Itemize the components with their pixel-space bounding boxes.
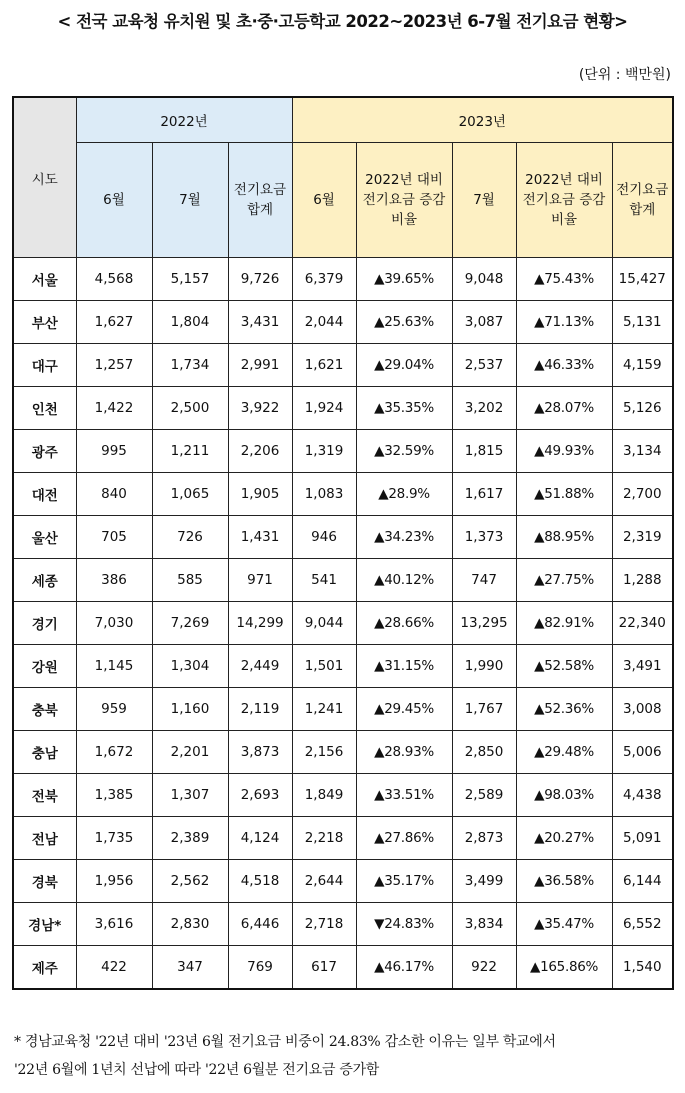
- table-cell-2023-jun-rate: ▲32.59%: [356, 430, 452, 473]
- table-cell-2023-total: 5,126: [612, 387, 673, 430]
- table-cell-region: 충북: [13, 688, 76, 731]
- table-row: [13, 430, 673, 473]
- table-cell-2022-total: 4,518: [228, 860, 292, 903]
- page-title: < 전국 교육청 유치원 및 초·중·고등학교 2022~2023년 6-7월 전기요금 현황>: [57, 12, 628, 31]
- table-cell-2023-jul: 2,850: [452, 731, 516, 774]
- table-row: [13, 731, 673, 774]
- table-cell-2023-total: 22,340: [612, 602, 673, 645]
- table-cell-2023-jun: 1,849: [292, 774, 356, 817]
- table-cell-2022-jul: 1,160: [152, 688, 228, 731]
- table-row: [13, 903, 673, 946]
- table-cell-2023-jun-rate: ▲28.93%: [356, 731, 452, 774]
- table-cell-2022-total: 3,431: [228, 301, 292, 344]
- table-cell-region: 전북: [13, 774, 76, 817]
- table-cell-2023-total: 3,008: [612, 688, 673, 731]
- table-cell-2022-jun: 1,735: [76, 817, 152, 860]
- table-cell-2022-jul: 7,269: [152, 602, 228, 645]
- table-cell-2022-total: 1,431: [228, 516, 292, 559]
- table-cell-2023-jul: 3,499: [452, 860, 516, 903]
- header-2023-jun: 6월: [292, 143, 356, 258]
- table-cell-2023-jul: 9,048: [452, 258, 516, 301]
- table-cell-2023-jun: 1,083: [292, 473, 356, 516]
- table-row: [13, 559, 673, 602]
- table-cell-region: 전남: [13, 817, 76, 860]
- table-cell-2023-jul-rate: ▲49.93%: [516, 430, 612, 473]
- header-2022-jun: 6월: [76, 143, 152, 258]
- table-cell-2022-jun: 1,422: [76, 387, 152, 430]
- table-cell-2023-jun-rate: ▲29.45%: [356, 688, 452, 731]
- table-cell-2022-jun: 7,030: [76, 602, 152, 645]
- electricity-table: [12, 96, 674, 990]
- table-cell-2023-jul: 1,815: [452, 430, 516, 473]
- table-cell-region: 서울: [13, 258, 76, 301]
- table-cell-2022-jun: 386: [76, 559, 152, 602]
- table-cell-2023-total: 15,427: [612, 258, 673, 301]
- table-cell-2023-jun: 946: [292, 516, 356, 559]
- table-cell-2023-total: 4,159: [612, 344, 673, 387]
- table-cell-2022-jul: 1,211: [152, 430, 228, 473]
- table-cell-2023-total: 4,438: [612, 774, 673, 817]
- header-sido: 시도: [13, 97, 76, 258]
- table-cell-region: 대구: [13, 344, 76, 387]
- table-cell-2023-jun-rate: ▲35.35%: [356, 387, 452, 430]
- table-cell-2023-jul-rate: ▲88.95%: [516, 516, 612, 559]
- table-cell-2022-jul: 1,304: [152, 645, 228, 688]
- table-row: [13, 817, 673, 860]
- table-cell-2023-jul-rate: ▲36.58%: [516, 860, 612, 903]
- table-row: [13, 473, 673, 516]
- footnote: [14, 1028, 674, 1084]
- table-cell-region: 광주: [13, 430, 76, 473]
- table-cell-2023-total: 2,700: [612, 473, 673, 516]
- table-cell-2023-total: 5,006: [612, 731, 673, 774]
- footnote-line-1: * 경남교육청 '22년 대비 '23년 6월 전기요금 비중이 24.83% 감소한 이유는 일부 학교에서: [14, 1034, 556, 1050]
- header-2023-jul: 7월: [452, 143, 516, 258]
- table-cell-2022-jun: 1,956: [76, 860, 152, 903]
- table-cell-region: 경북: [13, 860, 76, 903]
- table-row: [13, 645, 673, 688]
- table-cell-2022-jun: 1,257: [76, 344, 152, 387]
- table-cell-2023-total: 3,491: [612, 645, 673, 688]
- table-cell-region: 세종: [13, 559, 76, 602]
- table-cell-2023-jun-rate: ▲33.51%: [356, 774, 452, 817]
- header-2022-jul: 7월: [152, 143, 228, 258]
- table-cell-2023-jul: 2,589: [452, 774, 516, 817]
- table-cell-2023-total: 6,144: [612, 860, 673, 903]
- table-row: [13, 301, 673, 344]
- table-cell-2023-jun: 2,218: [292, 817, 356, 860]
- table-cell-2023-jun: 1,924: [292, 387, 356, 430]
- table-cell-2022-jun: 840: [76, 473, 152, 516]
- table-cell-region: 경남*: [13, 903, 76, 946]
- table-cell-2023-jul: 2,537: [452, 344, 516, 387]
- table-row: [13, 258, 673, 301]
- table-cell-2023-jun-rate: ▲35.17%: [356, 860, 452, 903]
- table-cell-2022-jul: 2,201: [152, 731, 228, 774]
- table-cell-2022-jul: 347: [152, 946, 228, 990]
- table-cell-2023-jun: 9,044: [292, 602, 356, 645]
- table-cell-2022-total: 9,726: [228, 258, 292, 301]
- table-cell-2023-jun: 1,319: [292, 430, 356, 473]
- table-cell-2023-jun: 2,644: [292, 860, 356, 903]
- table-cell-region: 경기: [13, 602, 76, 645]
- header-2023-jun-rate: 2022년 대비 전기요금 증감비율: [356, 143, 452, 258]
- table-row: [13, 688, 673, 731]
- table-cell-region: 강원: [13, 645, 76, 688]
- table-cell-2023-jun: 1,501: [292, 645, 356, 688]
- table-cell-2022-total: 14,299: [228, 602, 292, 645]
- header-2022: 2022년: [76, 97, 292, 143]
- table-cell-2022-jul: 2,562: [152, 860, 228, 903]
- table-cell-2022-total: 2,991: [228, 344, 292, 387]
- table-cell-2022-total: 2,119: [228, 688, 292, 731]
- table-cell-2023-jun: 1,241: [292, 688, 356, 731]
- table-row: [13, 946, 673, 990]
- table-cell-2022-total: 2,693: [228, 774, 292, 817]
- table-cell-2023-jun: 1,621: [292, 344, 356, 387]
- table-cell-2023-jun: 6,379: [292, 258, 356, 301]
- table-cell-2022-jun: 705: [76, 516, 152, 559]
- table-cell-2023-jul: 922: [452, 946, 516, 990]
- footnote-line-2: '22년 6월에 1년치 선납에 따라 '22년 6월분 전기요금 증가함: [14, 1062, 380, 1078]
- table-cell-2023-jul-rate: ▲165.86%: [516, 946, 612, 990]
- table-cell-region: 충남: [13, 731, 76, 774]
- table-cell-2023-jun-rate: ▼24.83%: [356, 903, 452, 946]
- table-cell-2023-jul-rate: ▲71.13%: [516, 301, 612, 344]
- table-cell-2022-jun: 4,568: [76, 258, 152, 301]
- table-cell-2022-total: 6,446: [228, 903, 292, 946]
- table-cell-2023-jun-rate: ▲39.65%: [356, 258, 452, 301]
- table-cell-2022-jun: 3,616: [76, 903, 152, 946]
- table-cell-2022-jul: 2,389: [152, 817, 228, 860]
- table-row: [13, 860, 673, 903]
- table-cell-2022-jun: 1,145: [76, 645, 152, 688]
- table-cell-2023-jun-rate: ▲40.12%: [356, 559, 452, 602]
- table-row: [13, 774, 673, 817]
- table-body: [13, 258, 673, 990]
- table-cell-2022-jul: 1,804: [152, 301, 228, 344]
- table-cell-2023-jul-rate: ▲20.27%: [516, 817, 612, 860]
- table-cell-2023-jun-rate: ▲46.17%: [356, 946, 452, 990]
- header-2022-total: 전기요금 합계: [228, 143, 292, 258]
- table-cell-2023-jul: 747: [452, 559, 516, 602]
- table-cell-2023-jul: 3,834: [452, 903, 516, 946]
- table-cell-2023-jul-rate: ▲27.75%: [516, 559, 612, 602]
- header-2023-total: 전기요금 합계: [612, 143, 673, 258]
- table-cell-2023-jul: 3,087: [452, 301, 516, 344]
- table-cell-2022-total: 3,922: [228, 387, 292, 430]
- table-cell-region: 부산: [13, 301, 76, 344]
- table-cell-2022-jun: 1,627: [76, 301, 152, 344]
- table-cell-2023-jul: 1,990: [452, 645, 516, 688]
- table-cell-2023-jul-rate: ▲51.88%: [516, 473, 612, 516]
- table-row: [13, 344, 673, 387]
- table-cell-2022-jul: 1,307: [152, 774, 228, 817]
- table-cell-2023-total: 6,552: [612, 903, 673, 946]
- table-cell-2023-jun-rate: ▲27.86%: [356, 817, 452, 860]
- table-cell-2022-jul: 5,157: [152, 258, 228, 301]
- table-cell-2022-total: 971: [228, 559, 292, 602]
- table-cell-2023-jul-rate: ▲35.47%: [516, 903, 612, 946]
- table-cell-2023-jul: 13,295: [452, 602, 516, 645]
- table-cell-2023-jun: 2,044: [292, 301, 356, 344]
- table-cell-2023-total: 1,540: [612, 946, 673, 990]
- table-cell-2022-jul: 1,734: [152, 344, 228, 387]
- table-cell-2022-jul: 2,830: [152, 903, 228, 946]
- table-cell-2022-total: 769: [228, 946, 292, 990]
- table-cell-2023-jul-rate: ▲28.07%: [516, 387, 612, 430]
- table-cell-2022-total: 2,449: [228, 645, 292, 688]
- header-2023: 2023년: [292, 97, 673, 143]
- table-cell-2023-jul: 1,617: [452, 473, 516, 516]
- table-cell-2023-jul-rate: ▲98.03%: [516, 774, 612, 817]
- table-cell-2022-jul: 585: [152, 559, 228, 602]
- table-cell-2023-jun: 617: [292, 946, 356, 990]
- table-cell-2022-jun: 959: [76, 688, 152, 731]
- table-row: [13, 387, 673, 430]
- table-cell-2023-total: 2,319: [612, 516, 673, 559]
- table-cell-2023-jul: 1,373: [452, 516, 516, 559]
- table-cell-region: 울산: [13, 516, 76, 559]
- table-cell-2023-jul: 2,873: [452, 817, 516, 860]
- table-cell-2022-jul: 1,065: [152, 473, 228, 516]
- table-cell-2022-jun: 1,385: [76, 774, 152, 817]
- unit-label: (단위 : 백만원): [578, 67, 671, 83]
- table-cell-2023-jul-rate: ▲46.33%: [516, 344, 612, 387]
- table-cell-2023-jun: 541: [292, 559, 356, 602]
- table-cell-2022-jun: 422: [76, 946, 152, 990]
- table-cell-region: 대전: [13, 473, 76, 516]
- table-cell-2023-total: 3,134: [612, 430, 673, 473]
- table-cell-2023-jun-rate: ▲25.63%: [356, 301, 452, 344]
- table-cell-2022-total: 2,206: [228, 430, 292, 473]
- table-cell-2023-jun-rate: ▲28.66%: [356, 602, 452, 645]
- table-cell-2023-total: 5,131: [612, 301, 673, 344]
- table-cell-2023-jun-rate: ▲31.15%: [356, 645, 452, 688]
- table-cell-2023-jul: 1,767: [452, 688, 516, 731]
- table-cell-2023-jul-rate: ▲82.91%: [516, 602, 612, 645]
- table-cell-2023-jun: 2,718: [292, 903, 356, 946]
- table-cell-2023-jul-rate: ▲52.58%: [516, 645, 612, 688]
- table-cell-region: 인천: [13, 387, 76, 430]
- table-cell-2022-jun: 1,672: [76, 731, 152, 774]
- table-cell-2022-total: 3,873: [228, 731, 292, 774]
- table-cell-region: 제주: [13, 946, 76, 990]
- table-cell-2023-jul-rate: ▲52.36%: [516, 688, 612, 731]
- table-cell-2022-total: 4,124: [228, 817, 292, 860]
- table-cell-2023-total: 1,288: [612, 559, 673, 602]
- table-cell-2023-jul-rate: ▲75.43%: [516, 258, 612, 301]
- table-cell-2023-jun: 2,156: [292, 731, 356, 774]
- table-cell-2023-jun-rate: ▲34.23%: [356, 516, 452, 559]
- table-cell-2023-jul: 3,202: [452, 387, 516, 430]
- table-cell-2023-jul-rate: ▲29.48%: [516, 731, 612, 774]
- table-row: [13, 602, 673, 645]
- table-cell-2023-total: 5,091: [612, 817, 673, 860]
- header-2023-jul-rate: 2022년 대비 전기요금 증감비율: [516, 143, 612, 258]
- table-row: [13, 516, 673, 559]
- table-cell-2022-jul: 726: [152, 516, 228, 559]
- table-cell-2022-total: 1,905: [228, 473, 292, 516]
- table-cell-2022-jul: 2,500: [152, 387, 228, 430]
- table-cell-2022-jun: 995: [76, 430, 152, 473]
- table-cell-2023-jun-rate: ▲28.9%: [356, 473, 452, 516]
- table-cell-2023-jun-rate: ▲29.04%: [356, 344, 452, 387]
